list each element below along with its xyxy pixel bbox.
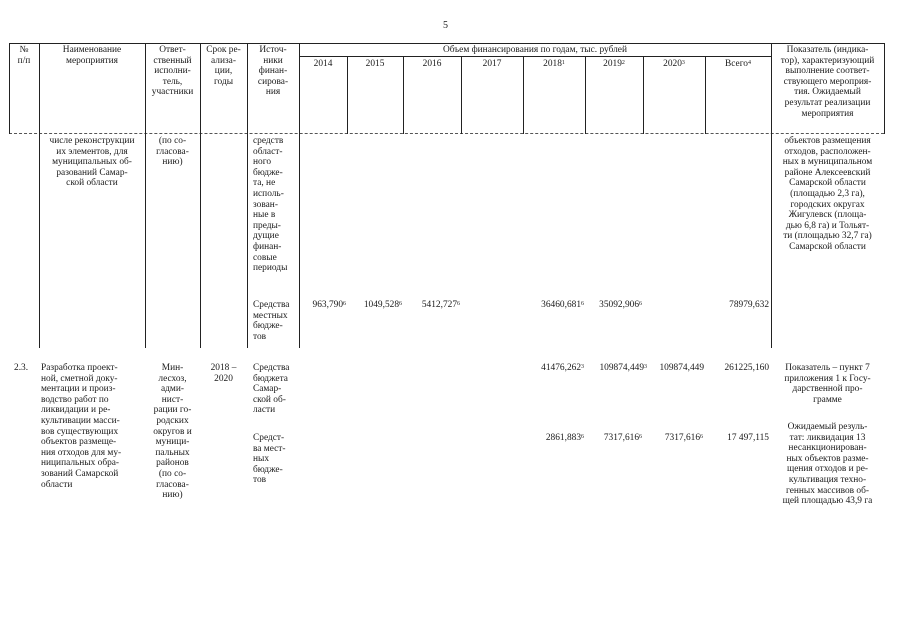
row-value-total: 261225,160 [724,363,769,373]
header-year: 2017 [482,59,502,69]
cont-value-2018: 36460,681$^6$ [541,300,584,310]
cont-value-2014: 963,790$^6$ [312,300,346,310]
row-value-2018: 41476,262$^3$ [541,363,584,373]
header-year: 2019$^2$ [603,59,625,69]
header-year: 2015 [365,59,385,69]
cont-value-2015: 1049,528$^6$ [363,300,402,310]
header-responsible: Ответ- ственный исполни- тель, участники [151,45,194,98]
row-indicator: Показатель – пункт 7 приложения 1 к Госу- дарственной про- грамме [784,363,871,405]
header-period: Срок ре- ализа- ции, годы [206,45,241,87]
header-year: 2018$^1$ [543,59,565,69]
cont-source-regional: средств област- ного бюдже- та, не исполь- зован- ные в преды- дущие финан- совые периоды [253,136,288,274]
cont-source-local: Средства местных бюдже- тов [253,300,290,342]
header-sources: Источ- ники финан- сирова- ния [257,45,289,98]
row-responsible: Мин- лесхоз, адми- нист- рации го- родских округов и муници- пальных районов (по со- гласова- нию) [153,363,192,501]
header-name: Наименование мероприятия [62,45,122,66]
header-year: 2016 [422,59,442,69]
header-year: 2020$^3$ [663,59,685,69]
cont-value-total: 78979,632 [729,300,769,310]
row-source-regional: Средства бюджета Самар- ской об- ласти [253,363,290,416]
row-local-value-2020: 7317,616$^6$ [664,433,703,443]
row-value-2020: 109874,449 [659,363,704,373]
page-number: 5 [443,20,448,31]
header-indicator: Показатель (индика- тор), характеризующий выполнение соответ- ствующего мероприя- тия. Ожидаемый результат реализации мероприятия [780,45,875,119]
row-local-value-2019: 7317,616$^6$ [603,433,642,443]
header-num: № п/п [17,45,31,66]
row-number: 2.3. [14,363,29,373]
row-expected-result: Ожидаемый резуль- тат: ликвидация 13 несанкционирован- ных объектов разме- щения отходов и ре- культивация техно- генных массивов об- щей площадью 43,9 га [782,422,873,507]
row-local-value-2018: 2861,883$^6$ [545,433,584,443]
cont-value-2019: 35092,906$^6$ [599,300,642,310]
header-year: Всего$^4$ [725,59,751,69]
row-period: 2018 – 2020 [210,363,237,384]
cont-value-2016: 5412,727$^6$ [421,300,460,310]
row-name: Разработка проект- ной, сметной доку- ментации и произ- водство работ по ликвидации и ре- культивации масси- вов существующих объектов размеще- ния отходов для му- ниципальных обра- зований Самарской области [41,363,122,490]
header-financing-title: Объем финансирования по годам, тыс. рублей [443,45,627,55]
cont-name: числе реконструкции их элементов, для муниципальных об- разований Самар- ской области [49,136,135,189]
header-year: 2014 [313,59,333,69]
row-value-2019: 109874,449$^3$ [599,363,647,373]
row-local-value-total: 17 497,115 [727,433,769,443]
row-source-local: Средст- ва мест- ных бюдже- тов [253,433,286,486]
cont-indicator: объектов размещения отходов, расположен- ных в муниципальном районе Алексеевский Самарской области (площадью 2,3 га), городских округах Жигулевск (площа- дью 6,8 га) и Тольят- ти (площадью 32,7 га) Самарской области [782,136,873,252]
cont-responsible: (по со- гласова- нию) [156,136,189,168]
